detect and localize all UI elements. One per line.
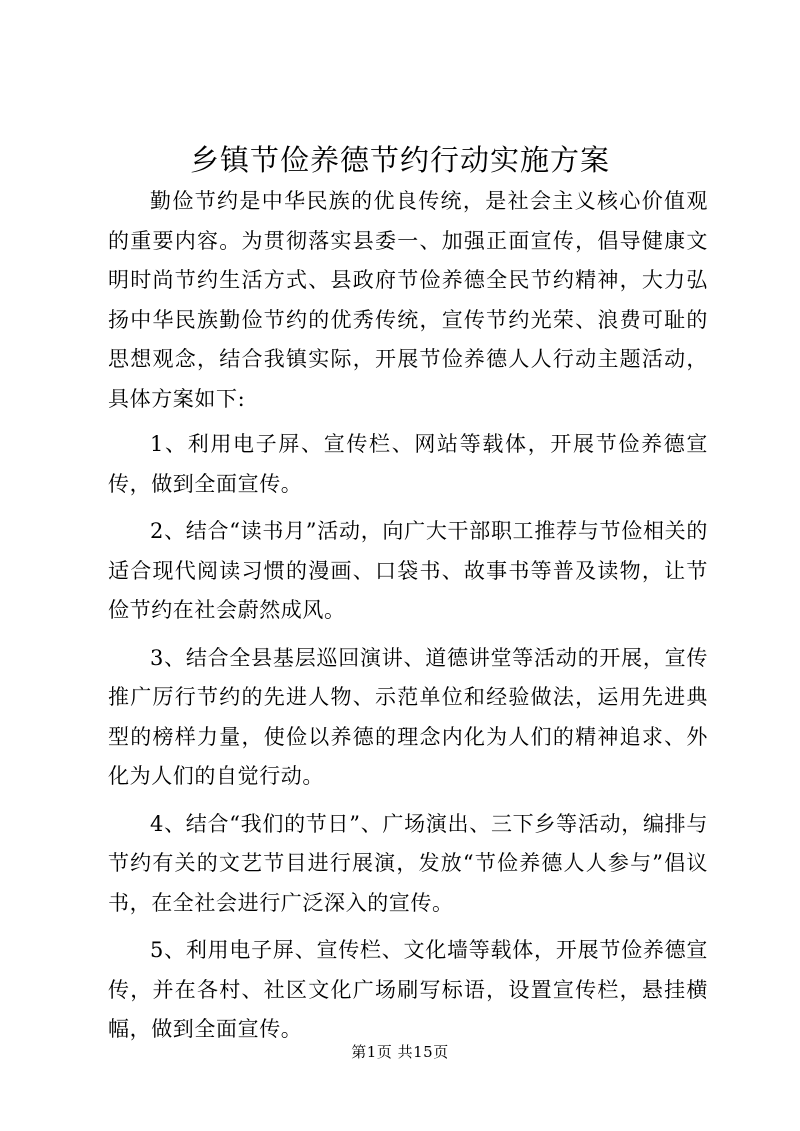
item-paragraph-5: 5、利用电子屏、宣传栏、文化墙等载体，开展节俭养德宣传，并在各村、社区文化广场刷写标语，设置宣传栏，悬挂横幅，做到全面宣传。 bbox=[108, 938, 708, 1041]
document-body bbox=[108, 182, 708, 1058]
item-paragraph-4: 4、结合“我们的节日”、广场演出、三下乡等活动，编排与节约有关的文艺节目进行展演，发放“节俭养德人人参与”倡议书，在全社会进行广泛深入的宣传。 bbox=[108, 811, 708, 915]
item-paragraph-3: 3、结合全县基层巡回演讲、道德讲堂等活动的开展，宣传推广厉行节约的先进人物、示范单位和经验做法，运用先进典型的榜样力量，使俭以养德的理念内化为人们的精神追求、外化为人们的自觉行动。 bbox=[108, 645, 708, 788]
document-title: 乡镇节俭养德节约行动实施方案 bbox=[189, 143, 610, 177]
intro-paragraph: 勤俭节约是中华民族的优良传统，是社会主义核心价值观的重要内容。为贯彻落实县委一、加强正面宣传，倡导健康文明时尚节约生活方式、县政府节俭养德全民节约精神，大力弘扬中华民族勤俭节约的优秀传统，宣传节约光荣、浪费可耻的思想观念，结合我镇实际，开展节俭养德人人行动主题活动，具体方案如下: bbox=[108, 189, 708, 411]
item-paragraph-2: 2、结合“读书月”活动，向广大干部职工推荐与节俭相关的适合现代阅读习惯的漫画、口袋书、故事书等普及读物，让节俭节约在社会蔚然成风。 bbox=[108, 519, 708, 622]
page-footer: 第1页 共15页 bbox=[351, 1043, 449, 1061]
item-paragraph-1: 1、利用电子屏、宣传栏、网站等载体，开展节俭养德宣传，做到全面宣传。 bbox=[108, 432, 708, 496]
